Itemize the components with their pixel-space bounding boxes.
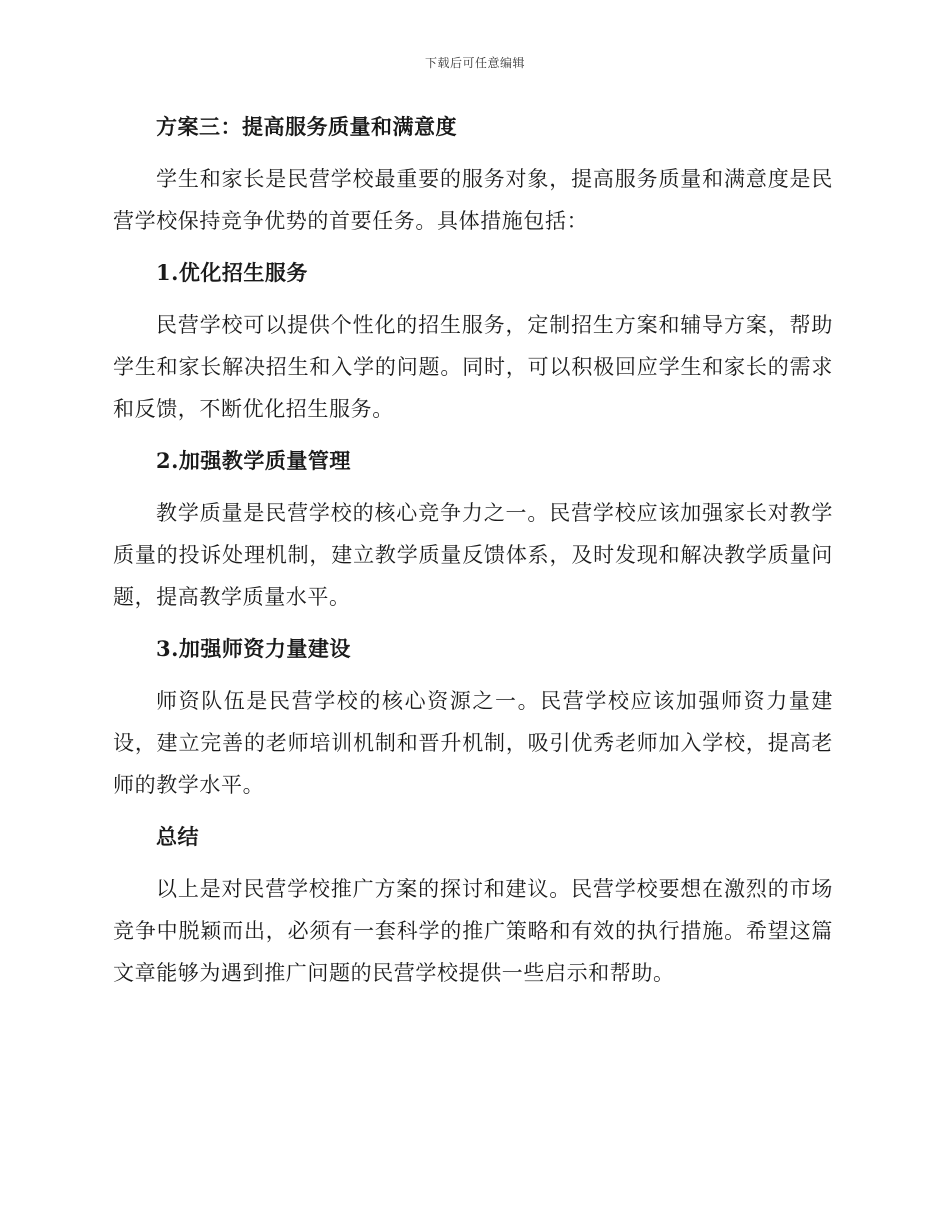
section-heading-faculty-building: 3.加强师资力量建设	[156, 636, 351, 661]
section-paragraph-optimize-enrollment: 民营学校可以提供个性化的招生服务，定制招生方案和辅导方案，帮助学生和家长解决招生和入学的问题。同时，可以积极回应学生和家长的需求和反馈，不断优化招生服务。	[113, 313, 833, 421]
section-heading-teaching-quality: 2.加强教学质量管理	[156, 448, 351, 473]
section-paragraph-faculty-building: 师资队伍是民营学校的核心资源之一。民营学校应该加强师资力量建设，建立完善的老师培训机制和晋升机制，吸引优秀老师加入学校，提高老师的教学水平。	[113, 689, 833, 797]
document-body	[113, 112, 833, 1010]
section-paragraph-summary: 以上是对民营学校推广方案的探讨和建议。民营学校要想在激烈的市场竞争中脱颖而出，必须有一套科学的推广策略和有效的执行措施。希望这篇文章能够为遇到推广问题的民营学校提供一些启示和帮助。	[113, 877, 833, 985]
section-heading-summary: 总结	[156, 824, 199, 849]
page-header-note: 下载后可任意编辑	[424, 56, 525, 70]
section-paragraph-plan-three: 学生和家长是民营学校最重要的服务对象，提高服务质量和满意度是民营学校保持竞争优势的首要任务。具体措施包括：	[113, 167, 833, 233]
section-heading-optimize-enrollment: 1.优化招生服务	[156, 260, 308, 285]
section-heading-plan-three: 方案三：提高服务质量和满意度	[156, 114, 457, 139]
section-paragraph-teaching-quality: 教学质量是民营学校的核心竞争力之一。民营学校应该加强家长对教学质量的投诉处理机制，建立教学质量反馈体系，及时发现和解决教学质量问题，提高教学质量水平。	[113, 501, 833, 609]
